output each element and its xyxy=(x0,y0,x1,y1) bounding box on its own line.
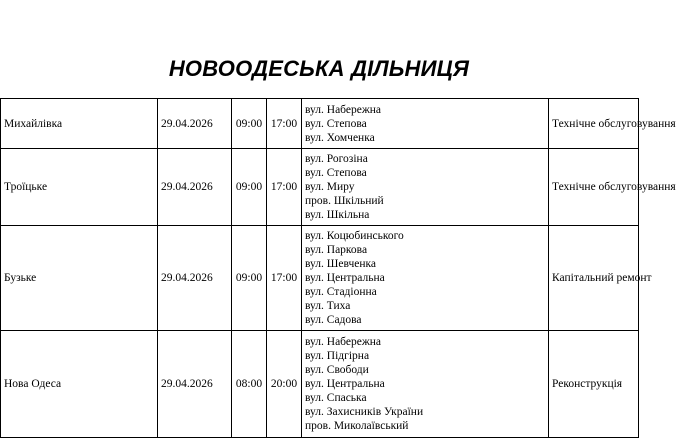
street-item: вул. Тиха xyxy=(305,300,351,312)
table-row xyxy=(1,149,639,226)
work-type-cell: Капітальний ремонт xyxy=(549,226,639,331)
street-item: вул. Захисників України xyxy=(305,406,424,418)
street-item: вул. Хомченка xyxy=(305,131,375,144)
street-item: вул. Степова xyxy=(305,167,367,179)
page-title: НОВООДЕСЬКА ДІЛЬНИЦЯ xyxy=(168,56,470,81)
end-time-cell: 17:00 xyxy=(267,149,302,226)
street-item: вул. Коцюбинського xyxy=(305,230,404,242)
table-row xyxy=(1,99,639,149)
street-item: вул. Центральна xyxy=(305,272,385,284)
end-time-cell: 17:00 xyxy=(267,226,302,331)
date-cell: 29.04.2026 xyxy=(158,149,232,226)
street-item: вул. Садова xyxy=(305,314,362,326)
start-time-cell: 09:00 xyxy=(232,99,267,149)
end-time-cell: 20:00 xyxy=(267,331,302,438)
street-item: вул. Шевченка xyxy=(305,258,377,270)
street-item: вул. Степова xyxy=(305,117,367,130)
street-item: вул. Миру xyxy=(305,181,355,193)
streets-cell xyxy=(302,149,549,226)
village-cell: Михайлівка xyxy=(1,99,158,149)
table-row xyxy=(1,331,639,438)
street-item: вул. Паркова xyxy=(305,244,368,256)
table-row xyxy=(1,226,639,331)
street-item: пров. Миколаївський xyxy=(305,420,409,432)
village-cell: Троїцьке xyxy=(1,149,158,226)
start-time-cell: 09:00 xyxy=(232,149,267,226)
work-type-cell: Технічне обслуговування xyxy=(549,149,639,226)
outage-schedule-table xyxy=(0,98,676,438)
street-item: вул. Спаська xyxy=(305,392,367,404)
street-item: вул. Стадіонна xyxy=(305,286,377,298)
end-time-cell: 17:00 xyxy=(267,99,302,149)
start-time-cell: 08:00 xyxy=(232,331,267,438)
start-time-cell: 09:00 xyxy=(232,226,267,331)
village-cell: Нова Одеса xyxy=(1,331,158,438)
date-cell: 29.04.2026 xyxy=(158,331,232,438)
street-item: вул. Свободи xyxy=(305,364,369,376)
street-item: вул. Набережна xyxy=(305,103,382,116)
street-item: вул. Набережна xyxy=(305,336,382,348)
street-item: вул. Центральна xyxy=(305,378,385,390)
village-cell: Бузьке xyxy=(1,226,158,331)
date-cell: 29.04.2026 xyxy=(158,226,232,331)
work-type-cell: Реконструкція xyxy=(549,331,639,438)
street-item: вул. Рогозіна xyxy=(305,153,368,165)
work-type-cell: Технічне обслуговування xyxy=(549,99,639,149)
streets-cell xyxy=(302,226,549,331)
street-item: вул. Шкільна xyxy=(305,209,370,221)
streets-cell xyxy=(302,331,549,438)
streets-cell xyxy=(302,99,549,149)
street-item: вул. Підгірна xyxy=(305,350,370,362)
date-cell: 29.04.2026 xyxy=(158,99,232,149)
street-item: пров. Шкільний xyxy=(305,195,384,207)
